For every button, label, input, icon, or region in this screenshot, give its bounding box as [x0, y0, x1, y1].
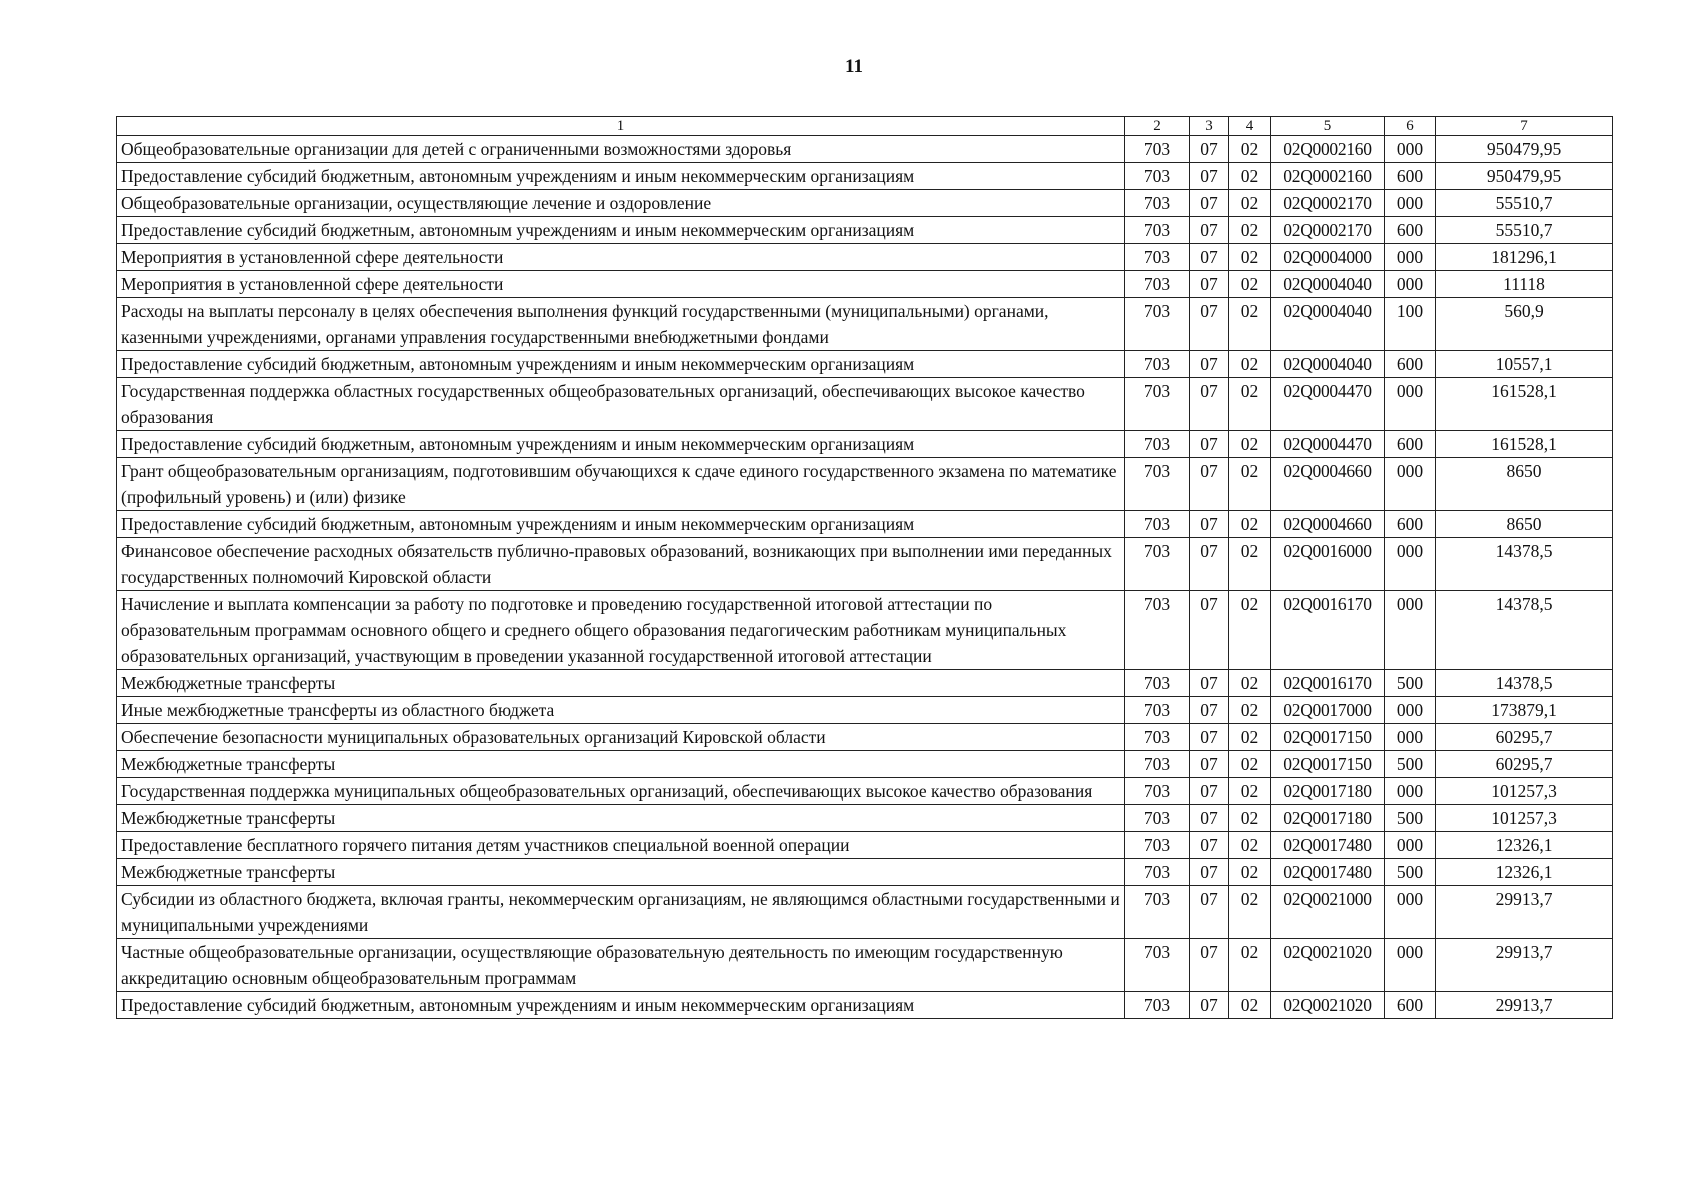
section-code-cell: 07 — [1190, 751, 1229, 778]
subsection-code-cell: 02 — [1229, 670, 1271, 697]
amount-cell: 55510,7 — [1436, 190, 1613, 217]
expense-type-cell: 500 — [1385, 670, 1436, 697]
expense-name-cell: Мероприятия в установленной сфере деятельности — [117, 271, 1125, 298]
amount-cell: 560,9 — [1436, 298, 1613, 351]
expense-name-cell: Общеобразовательные организации, осуществляющие лечение и оздоровление — [117, 190, 1125, 217]
ministry-code-cell: 703 — [1125, 271, 1190, 298]
section-code-cell: 07 — [1190, 351, 1229, 378]
column-header: 2 — [1125, 117, 1190, 136]
subsection-code-cell: 02 — [1229, 378, 1271, 431]
table-row — [117, 670, 1613, 697]
amount-cell: 8650 — [1436, 511, 1613, 538]
table-body — [117, 136, 1613, 1019]
subsection-code-cell: 02 — [1229, 939, 1271, 992]
expense-name-cell: Частные общеобразовательные организации, осуществляющие образовательную деятельность по имеющим государственную аккредитацию основным общеобразовательным программам — [117, 939, 1125, 992]
expense-type-cell: 000 — [1385, 378, 1436, 431]
target-article-cell: 02Q0017480 — [1271, 832, 1385, 859]
expense-type-cell: 600 — [1385, 992, 1436, 1019]
ministry-code-cell: 703 — [1125, 163, 1190, 190]
expense-name-cell: Межбюджетные трансферты — [117, 751, 1125, 778]
amount-cell: 10557,1 — [1436, 351, 1613, 378]
expense-type-cell: 500 — [1385, 805, 1436, 832]
section-code-cell: 07 — [1190, 431, 1229, 458]
ministry-code-cell: 703 — [1125, 751, 1190, 778]
target-article-cell: 02Q0017000 — [1271, 697, 1385, 724]
expense-type-cell: 000 — [1385, 591, 1436, 670]
column-header: 4 — [1229, 117, 1271, 136]
expense-name-cell: Мероприятия в установленной сфере деятельности — [117, 244, 1125, 271]
subsection-code-cell: 02 — [1229, 697, 1271, 724]
target-article-cell: 02Q0004000 — [1271, 244, 1385, 271]
amount-cell: 60295,7 — [1436, 724, 1613, 751]
amount-cell: 12326,1 — [1436, 859, 1613, 886]
table-row — [117, 832, 1613, 859]
expense-type-cell: 000 — [1385, 136, 1436, 163]
amount-cell: 14378,5 — [1436, 670, 1613, 697]
target-article-cell: 02Q0004040 — [1271, 271, 1385, 298]
expense-type-cell: 500 — [1385, 859, 1436, 886]
table-row — [117, 217, 1613, 244]
section-code-cell: 07 — [1190, 591, 1229, 670]
section-code-cell: 07 — [1190, 832, 1229, 859]
subsection-code-cell: 02 — [1229, 351, 1271, 378]
subsection-code-cell: 02 — [1229, 458, 1271, 511]
section-code-cell: 07 — [1190, 298, 1229, 351]
amount-cell: 29913,7 — [1436, 992, 1613, 1019]
expense-name-cell: Предоставление субсидий бюджетным, автономным учреждениям и иным некоммерческим организациям — [117, 163, 1125, 190]
subsection-code-cell: 02 — [1229, 591, 1271, 670]
section-code-cell: 07 — [1190, 190, 1229, 217]
expense-type-cell: 000 — [1385, 832, 1436, 859]
expense-name-cell: Финансовое обеспечение расходных обязательств публично-правовых образований, возникающих при выполнении ими переданных государственных полномочий Кировской области — [117, 538, 1125, 591]
budget-table — [116, 116, 1613, 1019]
expense-name-cell: Межбюджетные трансферты — [117, 670, 1125, 697]
expense-type-cell: 000 — [1385, 190, 1436, 217]
table-row — [117, 591, 1613, 670]
expense-name-cell: Государственная поддержка муниципальных общеобразовательных организаций, обеспечивающих высокое качество образования — [117, 778, 1125, 805]
table-row — [117, 163, 1613, 190]
ministry-code-cell: 703 — [1125, 939, 1190, 992]
table-row — [117, 244, 1613, 271]
table-row — [117, 805, 1613, 832]
subsection-code-cell: 02 — [1229, 832, 1271, 859]
expense-name-cell: Иные межбюджетные трансферты из областного бюджета — [117, 697, 1125, 724]
subsection-code-cell: 02 — [1229, 724, 1271, 751]
table-row — [117, 136, 1613, 163]
target-article-cell: 02Q0016170 — [1271, 670, 1385, 697]
target-article-cell: 02Q0004040 — [1271, 351, 1385, 378]
expense-type-cell: 000 — [1385, 886, 1436, 939]
amount-cell: 950479,95 — [1436, 136, 1613, 163]
subsection-code-cell: 02 — [1229, 136, 1271, 163]
expense-type-cell: 600 — [1385, 511, 1436, 538]
amount-cell: 950479,95 — [1436, 163, 1613, 190]
table-row — [117, 992, 1613, 1019]
target-article-cell: 02Q0002170 — [1271, 190, 1385, 217]
ministry-code-cell: 703 — [1125, 886, 1190, 939]
subsection-code-cell: 02 — [1229, 271, 1271, 298]
expense-name-cell: Государственная поддержка областных государственных общеобразовательных организаций, обеспечивающих высокое качество образования — [117, 378, 1125, 431]
target-article-cell: 02Q0004470 — [1271, 431, 1385, 458]
ministry-code-cell: 703 — [1125, 378, 1190, 431]
subsection-code-cell: 02 — [1229, 244, 1271, 271]
subsection-code-cell: 02 — [1229, 298, 1271, 351]
ministry-code-cell: 703 — [1125, 805, 1190, 832]
ministry-code-cell: 703 — [1125, 431, 1190, 458]
ministry-code-cell: 703 — [1125, 244, 1190, 271]
ministry-code-cell: 703 — [1125, 538, 1190, 591]
page-number: 11 — [845, 56, 863, 77]
expense-name-cell: Предоставление субсидий бюджетным, автономным учреждениям и иным некоммерческим организациям — [117, 431, 1125, 458]
subsection-code-cell: 02 — [1229, 992, 1271, 1019]
ministry-code-cell: 703 — [1125, 298, 1190, 351]
table-row — [117, 511, 1613, 538]
expense-name-cell: Общеобразовательные организации для детей с ограниченными возможностями здоровья — [117, 136, 1125, 163]
ministry-code-cell: 703 — [1125, 724, 1190, 751]
expense-type-cell: 600 — [1385, 351, 1436, 378]
amount-cell: 101257,3 — [1436, 778, 1613, 805]
subsection-code-cell: 02 — [1229, 859, 1271, 886]
expense-type-cell: 500 — [1385, 751, 1436, 778]
target-article-cell: 02Q0017480 — [1271, 859, 1385, 886]
ministry-code-cell: 703 — [1125, 832, 1190, 859]
target-article-cell: 02Q0004040 — [1271, 298, 1385, 351]
expense-name-cell: Грант общеобразовательным организациям, подготовившим обучающихся к сдаче единого государственного экзамена по математике (профильный уровень) и (или) физике — [117, 458, 1125, 511]
expense-type-cell: 600 — [1385, 217, 1436, 244]
expense-type-cell: 000 — [1385, 458, 1436, 511]
amount-cell: 60295,7 — [1436, 751, 1613, 778]
ministry-code-cell: 703 — [1125, 351, 1190, 378]
subsection-code-cell: 02 — [1229, 511, 1271, 538]
column-header: 1 — [117, 117, 1125, 136]
section-code-cell: 07 — [1190, 697, 1229, 724]
ministry-code-cell: 703 — [1125, 136, 1190, 163]
amount-cell: 29913,7 — [1436, 939, 1613, 992]
subsection-code-cell: 02 — [1229, 163, 1271, 190]
expense-name-cell: Предоставление субсидий бюджетным, автономным учреждениям и иным некоммерческим организациям — [117, 511, 1125, 538]
target-article-cell: 02Q0017180 — [1271, 778, 1385, 805]
target-article-cell: 02Q0017150 — [1271, 751, 1385, 778]
expense-name-cell: Межбюджетные трансферты — [117, 805, 1125, 832]
expense-type-cell: 000 — [1385, 244, 1436, 271]
target-article-cell: 02Q0002170 — [1271, 217, 1385, 244]
column-header: 5 — [1271, 117, 1385, 136]
table-row — [117, 724, 1613, 751]
section-code-cell: 07 — [1190, 511, 1229, 538]
target-article-cell: 02Q0017150 — [1271, 724, 1385, 751]
section-code-cell: 07 — [1190, 163, 1229, 190]
amount-cell: 14378,5 — [1436, 538, 1613, 591]
table-row — [117, 697, 1613, 724]
target-article-cell: 02Q0016000 — [1271, 538, 1385, 591]
subsection-code-cell: 02 — [1229, 778, 1271, 805]
amount-cell: 8650 — [1436, 458, 1613, 511]
table-row — [117, 190, 1613, 217]
ministry-code-cell: 703 — [1125, 511, 1190, 538]
ministry-code-cell: 703 — [1125, 778, 1190, 805]
table-row — [117, 778, 1613, 805]
section-code-cell: 07 — [1190, 778, 1229, 805]
expense-name-cell: Обеспечение безопасности муниципальных образовательных организаций Кировской области — [117, 724, 1125, 751]
column-header: 6 — [1385, 117, 1436, 136]
section-code-cell: 07 — [1190, 217, 1229, 244]
ministry-code-cell: 703 — [1125, 458, 1190, 511]
amount-cell: 101257,3 — [1436, 805, 1613, 832]
section-code-cell: 07 — [1190, 939, 1229, 992]
subsection-code-cell: 02 — [1229, 431, 1271, 458]
amount-cell: 12326,1 — [1436, 832, 1613, 859]
subsection-code-cell: 02 — [1229, 805, 1271, 832]
subsection-code-cell: 02 — [1229, 217, 1271, 244]
ministry-code-cell: 703 — [1125, 217, 1190, 244]
amount-cell: 181296,1 — [1436, 244, 1613, 271]
ministry-code-cell: 703 — [1125, 992, 1190, 1019]
table-row — [117, 431, 1613, 458]
amount-cell: 14378,5 — [1436, 591, 1613, 670]
column-header: 3 — [1190, 117, 1229, 136]
table-row — [117, 886, 1613, 939]
expense-name-cell: Предоставление субсидий бюджетным, автономным учреждениям и иным некоммерческим организациям — [117, 992, 1125, 1019]
expense-type-cell: 000 — [1385, 939, 1436, 992]
amount-cell: 161528,1 — [1436, 378, 1613, 431]
ministry-code-cell: 703 — [1125, 697, 1190, 724]
subsection-code-cell: 02 — [1229, 886, 1271, 939]
expense-type-cell: 000 — [1385, 724, 1436, 751]
table-row — [117, 751, 1613, 778]
table-row — [117, 859, 1613, 886]
amount-cell: 173879,1 — [1436, 697, 1613, 724]
table-row — [117, 378, 1613, 431]
target-article-cell: 02Q0004660 — [1271, 458, 1385, 511]
section-code-cell: 07 — [1190, 992, 1229, 1019]
section-code-cell: 07 — [1190, 458, 1229, 511]
target-article-cell: 02Q0021000 — [1271, 886, 1385, 939]
table-row — [117, 458, 1613, 511]
expense-name-cell: Субсидии из областного бюджета, включая гранты, некоммерческим организациям, не являющимся областными государственными и муниципальными учреждениями — [117, 886, 1125, 939]
section-code-cell: 07 — [1190, 886, 1229, 939]
target-article-cell: 02Q0021020 — [1271, 992, 1385, 1019]
expense-type-cell: 000 — [1385, 538, 1436, 591]
target-article-cell: 02Q0002160 — [1271, 136, 1385, 163]
ministry-code-cell: 703 — [1125, 190, 1190, 217]
expense-type-cell: 000 — [1385, 778, 1436, 805]
subsection-code-cell: 02 — [1229, 751, 1271, 778]
target-article-cell: 02Q0017180 — [1271, 805, 1385, 832]
subsection-code-cell: 02 — [1229, 538, 1271, 591]
table-row — [117, 351, 1613, 378]
target-article-cell: 02Q0004660 — [1271, 511, 1385, 538]
ministry-code-cell: 703 — [1125, 859, 1190, 886]
table-row — [117, 538, 1613, 591]
amount-cell: 29913,7 — [1436, 886, 1613, 939]
section-code-cell: 07 — [1190, 136, 1229, 163]
ministry-code-cell: 703 — [1125, 670, 1190, 697]
target-article-cell: 02Q0016170 — [1271, 591, 1385, 670]
table-row — [117, 271, 1613, 298]
amount-cell: 11118 — [1436, 271, 1613, 298]
section-code-cell: 07 — [1190, 538, 1229, 591]
expense-name-cell: Предоставление бесплатного горячего питания детям участников специальной военной операции — [117, 832, 1125, 859]
amount-cell: 55510,7 — [1436, 217, 1613, 244]
amount-cell: 161528,1 — [1436, 431, 1613, 458]
expense-type-cell: 000 — [1385, 697, 1436, 724]
table-header-row — [117, 117, 1613, 136]
expense-name-cell: Предоставление субсидий бюджетным, автономным учреждениям и иным некоммерческим организациям — [117, 217, 1125, 244]
subsection-code-cell: 02 — [1229, 190, 1271, 217]
expense-type-cell: 000 — [1385, 271, 1436, 298]
table-row — [117, 939, 1613, 992]
expense-name-cell: Начисление и выплата компенсации за работу по подготовке и проведению государственной итоговой аттестации по образовательным программам основного общего и среднего общего образования педагогическим работникам муниципальных образовательных организаций, участвующим в проведении указанной государственной итоговой аттестации — [117, 591, 1125, 670]
expense-type-cell: 100 — [1385, 298, 1436, 351]
ministry-code-cell: 703 — [1125, 591, 1190, 670]
section-code-cell: 07 — [1190, 859, 1229, 886]
expense-type-cell: 600 — [1385, 163, 1436, 190]
expense-name-cell: Межбюджетные трансферты — [117, 859, 1125, 886]
column-header: 7 — [1436, 117, 1613, 136]
expense-name-cell: Расходы на выплаты персоналу в целях обеспечения выполнения функций государственными (муниципальными) органами, казенными учреждениями, органами управления государственными внебюджетными фондами — [117, 298, 1125, 351]
target-article-cell: 02Q0021020 — [1271, 939, 1385, 992]
expense-type-cell: 600 — [1385, 431, 1436, 458]
target-article-cell: 02Q0002160 — [1271, 163, 1385, 190]
table-row — [117, 298, 1613, 351]
section-code-cell: 07 — [1190, 805, 1229, 832]
expense-name-cell: Предоставление субсидий бюджетным, автономным учреждениям и иным некоммерческим организациям — [117, 351, 1125, 378]
target-article-cell: 02Q0004470 — [1271, 378, 1385, 431]
section-code-cell: 07 — [1190, 670, 1229, 697]
section-code-cell: 07 — [1190, 378, 1229, 431]
section-code-cell: 07 — [1190, 271, 1229, 298]
section-code-cell: 07 — [1190, 244, 1229, 271]
section-code-cell: 07 — [1190, 724, 1229, 751]
